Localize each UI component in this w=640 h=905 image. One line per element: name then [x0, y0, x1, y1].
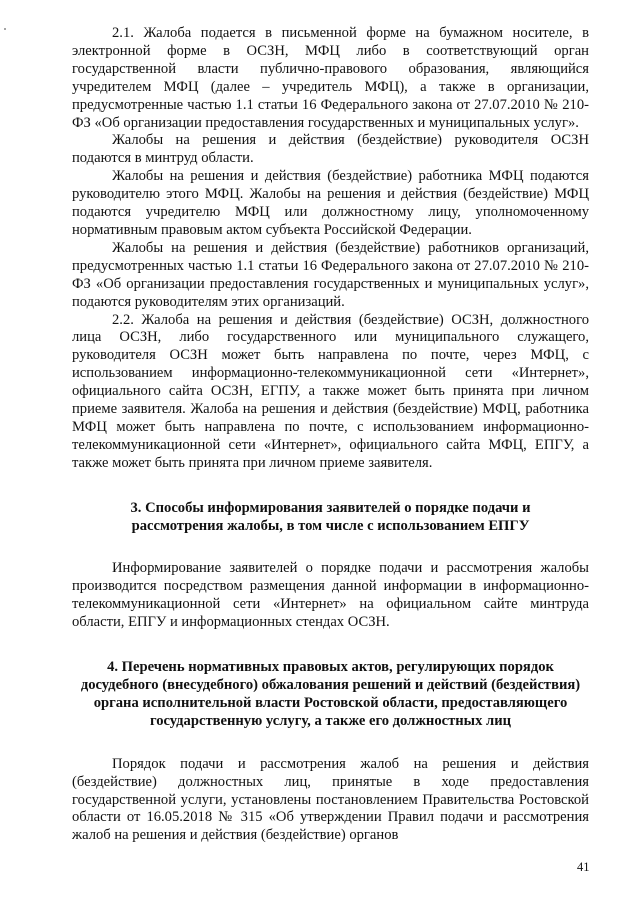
spacer	[72, 473, 589, 500]
paragraph-organizations-complaints: Жалобы на решения и действия (бездействие) работников организаций, предусмотренных частью 1.1 статьи 16 Федерального закона от 27.07.2010 № 210-ФЗ «Об организации предоставления государственных и муниципальных услуг», подаются руководителям этих организаций.	[72, 239, 589, 310]
paragraph-mfc-complaints: Жалобы на решения и действия (бездействие) работника МФЦ подаются руководителю этого МФЦ. Жалобы на решения и действия (бездействие) МФЦ подаются учредителю МФЦ или должностному лицу, уполномоченному нормативным правовым актом субъекта Российской Федерации.	[72, 168, 589, 238]
paragraph-osz-head-complaints: Жалобы на решения и действия (бездействие) руководителя ОСЗН подаются в минтруд области.	[72, 132, 589, 167]
heading-line: 4. Перечень нормативных правовых актов, регулирующих порядок	[107, 659, 554, 676]
heading-line: 3. Способы информирования заявителей о порядке подачи и	[130, 499, 531, 516]
heading-line: досудебного (внесудебного) обжалования решений и действий (бездействия)	[80, 677, 581, 693]
paragraph-2-1: 2.1. Жалоба подается в письменной форме на бумажном носителе, в электронной форме в ОСЗН, МФЦ либо в соответствующий орган государственной власти публично-правового образования, являющийся учредителем МФЦ (далее – учредитель МФЦ), а также в организации, предусмотренные частью 1.1 статьи 16 Федерального закона от 27.07.2010 № 210-ФЗ «Об организации предоставления государственных и муниципальных услуг».	[72, 25, 589, 131]
page-number: 41	[577, 860, 590, 874]
paragraph-2-2: 2.2. Жалоба на решения и действия (бездействие) ОСЗН, должностного лица ОСЗН, либо государственного или муниципального служащего, руководителя ОСЗН может быть направлена по почте, через МФЦ, с использованием информационно-телекоммуникационной сети «Интернет», официального сайта ОСЗН, ЕГПУ, а также может быть принята при личном приеме заявителя. Жалоба на решения и действия (бездействие) МФЦ, работника МФЦ может быть направлена по почте, с использованием информационно-телекоммуникационной сети «Интернет», официального сайта МФЦ, ЕПГУ, а также может быть принята при личном приеме заявителя.	[72, 311, 589, 471]
scan-dot	[4, 28, 6, 30]
spacer	[72, 731, 589, 756]
section-3-heading	[72, 500, 589, 536]
paragraph-informing: Информирование заявителей о порядке подачи и рассмотрения жалобы производится посредством размещения данной информации в информационно-телекоммуникационной сети «Интернет» на официальном сайте минтруда области, ЕПГУ и информационных стендах ОСЗН.	[72, 560, 589, 631]
paragraph-procedure: Порядок подачи и рассмотрения жалоб на решения и действия (бездействие) должностных лиц, принятые в ходе предоставления государственной услуги, установлены постановлением Правительства Ростовской области от 16.05.2018 № 315 «Об утверждении Правил подачи и рассмотрения жалоб на решения и действия (бездействие) органов	[72, 755, 589, 844]
heading-line: рассмотрения жалобы, в том числе с использованием ЕПГУ	[131, 517, 530, 534]
heading-line: органа исполнительной власти Ростовской области, предоставляющего	[93, 694, 568, 711]
section-4-heading	[72, 659, 589, 731]
document-body	[72, 25, 589, 845]
spacer	[72, 535, 589, 560]
spacer	[72, 632, 589, 659]
heading-line: государственную услугу, а также его должностных лиц	[149, 712, 512, 729]
